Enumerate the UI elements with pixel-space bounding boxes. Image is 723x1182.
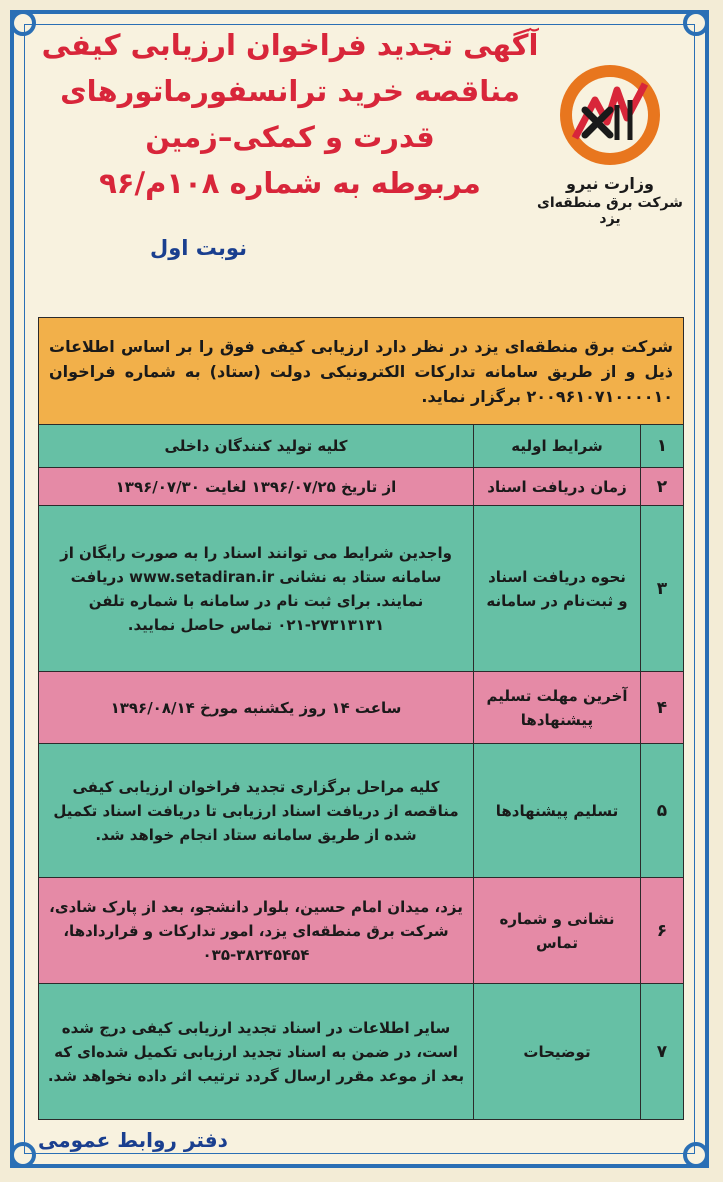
row-number: ۳ (641, 506, 684, 672)
intro-text: شرکت برق منطقه‌ای یزد در نظر دارد ارزیابی کیفی فوق را بر اساس اطلاعات ذیل و از طریق سامانه تدارکات الکترونیکی دولت (ستاد) به شماره فراخوان ۲۰۰۹۶۱۰۷۱۰۰۰۰۱۰ برگزار نماید. (39, 318, 684, 425)
table-row (39, 425, 684, 468)
row-number: ۷ (641, 984, 684, 1120)
table-row (39, 506, 684, 672)
row-label: نحوه دریافت اسناد و ثبت‌نام در سامانه (474, 506, 641, 672)
table-row (39, 984, 684, 1120)
title-line: مناقصه خرید ترانسفورماتورهای (60, 74, 520, 108)
row-number: ۱ (641, 425, 684, 468)
ministry-name: وزارت نیرو (566, 174, 654, 193)
row-label: توضیحات (474, 984, 641, 1120)
intro-row (39, 318, 684, 425)
table-row (39, 672, 684, 744)
row-value: کلیه تولید کنندگان داخلی (39, 425, 474, 468)
footer-signature: دفتر روابط عمومی (38, 1128, 228, 1152)
row-number: ۲ (641, 468, 684, 506)
power-company-logo-icon (555, 60, 665, 170)
company-branding (525, 60, 695, 227)
table-row (39, 744, 684, 878)
row-value: ساعت ۱۴ روز یکشنبه مورخ ۱۳۹۶/۰۸/۱۴ (39, 672, 474, 744)
company-name: شرکت برق منطقه‌ای یزد (537, 195, 683, 227)
row-label: شرایط اولیه (474, 425, 641, 468)
row-value: سایر اطلاعات در اسناد تجدید ارزیابی کیفی درج شده است، در ضمن به اسناد تجدید ارزیابی تکمیل شده‌ای که بعد از موعد مقرر ارسال گردد ترتیب اثر داده نخواهد شد. (39, 984, 474, 1120)
row-value: یزد، میدان امام حسین، بلوار دانشجو، بعد از پارک شادی، شرکت برق منطقه‌ای یزد، امور تدارکات و قراردادها، ۳۸۲۴۵۴۵۴-۰۳۵ (39, 878, 474, 984)
title-line: قدرت و کمکی–زمین (145, 120, 435, 154)
row-number: ۵ (641, 744, 684, 878)
title-line: مربوطه به شماره ۱۰۸م/۹۶ (99, 166, 481, 200)
title-line: آگهی تجدید فراخوان ارزیابی کیفی (41, 28, 539, 62)
row-label: زمان دریافت اسناد (474, 468, 641, 506)
row-value: واجدین شرایط می توانند اسناد را به صورت رایگان از سامانه ستاد به نشانی www.setadiran.ir دریافت نمایند. برای ثبت نام در سامانه با شماره تلفن ۲۷۳۱۳۱۳۱-۰۲۱ تماس حاصل نمایید. (39, 506, 474, 672)
row-value: از تاریخ ۱۳۹۶/۰۷/۲۵ لغایت ۱۳۹۶/۰۷/۳۰ (39, 468, 474, 506)
table-row (39, 468, 684, 506)
row-label: تسلیم پیشنهادها (474, 744, 641, 878)
notice-title (40, 22, 540, 206)
notice-table (38, 317, 684, 1120)
row-number: ۶ (641, 878, 684, 984)
row-value: کلیه مراحل برگزاری تجدید فراخوان ارزیابی کیفی مناقصه از دریافت اسناد ارزیابی تا دریافت اسناد تکمیل شده از طریق سامانه ستاد انجام خواهد شد. (39, 744, 474, 878)
row-number: ۴ (641, 672, 684, 744)
round-label: نوبت اول (150, 236, 247, 260)
table-row (39, 878, 684, 984)
row-label: نشانی و شماره تماس (474, 878, 641, 984)
row-label: آخرین مهلت تسلیم پیشنهادها (474, 672, 641, 744)
